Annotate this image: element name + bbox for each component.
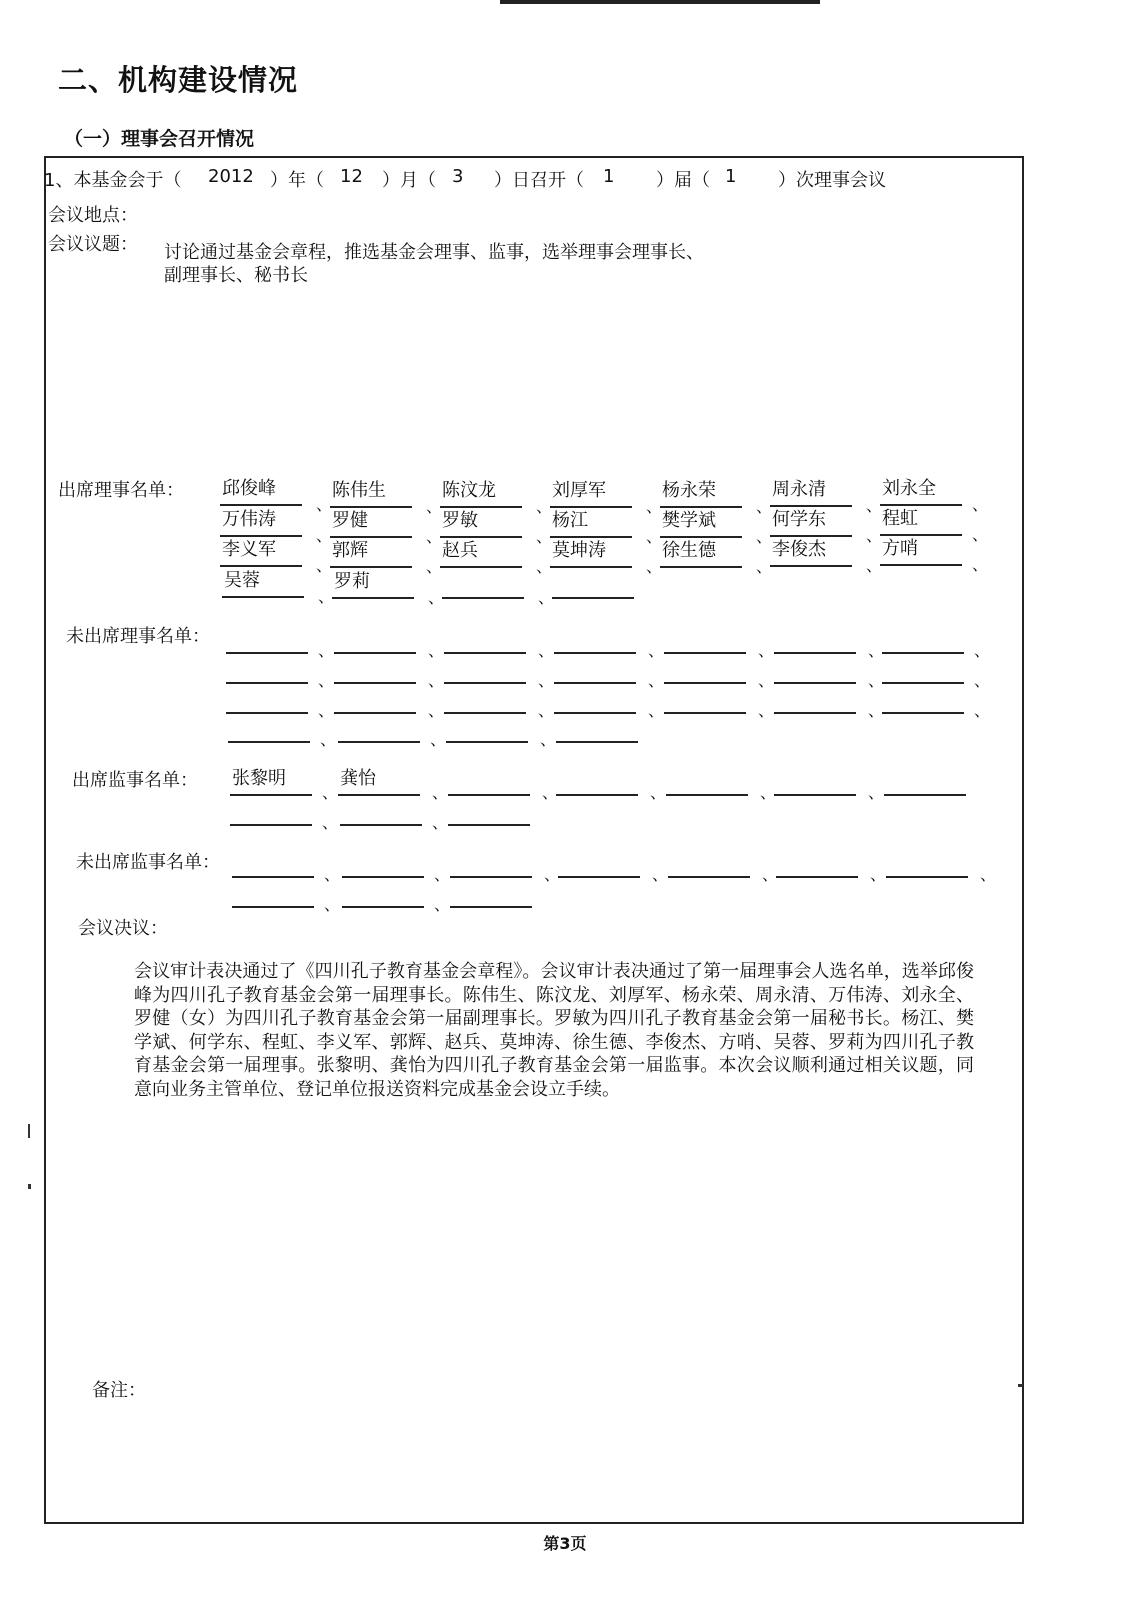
name-separator: 、: [542, 783, 559, 802]
name-separator: 、: [646, 557, 663, 576]
scan-speck: [28, 1184, 31, 1189]
blank-name-line: [664, 684, 746, 714]
resolution-text: 会议审计表决通过了《四川孔子教育基金会章程》。会议审计表决通过了第一届理事会人选名单，选举邱俊峰为四川孔子教育基金会第一届理事长。陈伟生、陈汶龙、刘厚军、杨永荣、周永清、万伟涛、刘永全、罗健（女）为四川孔子教育基金会第一届副理事长。罗敏为四川孔子教育基金会第一届秘书长。杨江、樊学斌、何学东、程虹、李义军、郭辉、赵兵、莫坤涛、徐生德、李俊杰、方哨、吴蓉、罗莉为四川孔子教育基金会第一届理事。张黎明、龚怡为四川孔子教育基金会第一届监事。本次会议顺利通过相关议题，同意向业务主管单位、登记单位报送资料完成基金会设立手续。: [134, 961, 974, 1100]
name-separator: 、: [866, 556, 883, 575]
name-separator: 、: [538, 641, 555, 660]
name-separator: 、: [318, 701, 335, 720]
topic-label: 会议议题：: [48, 234, 138, 255]
name-separator: 、: [866, 496, 883, 515]
subsection-title: （一）理事会召开情况: [64, 128, 255, 150]
director-name: 杨永荣: [660, 478, 742, 508]
blank-name-line: [450, 878, 532, 908]
director-name: 陈伟生: [330, 478, 412, 508]
meeting-session-suffix: ）届（: [656, 170, 710, 191]
name-separator: 、: [316, 526, 333, 545]
resolution-label: 会议决议：: [78, 918, 168, 939]
blank-name-line: [774, 684, 856, 714]
name-separator: 、: [430, 730, 447, 749]
name-separator: 、: [538, 588, 555, 607]
attending-supervisors-label: 出席监事名单：: [72, 770, 198, 791]
name-separator: 、: [756, 527, 773, 546]
name-separator: 、: [870, 865, 887, 884]
blank-name-line: [338, 713, 420, 743]
director-name: 樊学斌: [660, 508, 742, 538]
scan-speck: [1018, 1384, 1023, 1387]
director-name: 李俊杰: [770, 537, 852, 567]
name-separator: 、: [432, 813, 449, 832]
name-separator: 、: [318, 641, 335, 660]
blank-name-line: [232, 878, 314, 908]
blank-name-line: [886, 848, 968, 878]
name-separator: 、: [646, 527, 663, 546]
name-separator: 、: [652, 865, 669, 884]
director-name: 刘厚军: [550, 478, 632, 508]
remarks-label: 备注：: [92, 1380, 146, 1401]
blank-name-line: [882, 654, 964, 684]
director-name: 郭辉: [330, 538, 412, 568]
blank-name-line: [554, 654, 636, 684]
blank-name-line: [226, 684, 308, 714]
name-separator: 、: [536, 557, 553, 576]
director-name: 莫坤涛: [550, 538, 632, 568]
name-separator: 、: [758, 671, 775, 690]
meeting-count: 1: [725, 166, 737, 187]
director-name: 李义军: [220, 537, 302, 567]
attending-directors-label: 出席理事名单：: [58, 480, 184, 501]
section-title: 二、机构建设情况: [58, 63, 299, 97]
name-separator: 、: [648, 671, 665, 690]
name-separator: 、: [648, 701, 665, 720]
director-name: [552, 569, 634, 599]
director-name: 吴蓉: [222, 568, 304, 598]
name-separator: 、: [648, 641, 665, 660]
meeting-year: 2012: [208, 166, 254, 187]
director-name: 万伟涛: [220, 507, 302, 537]
name-separator: 、: [974, 641, 991, 660]
name-separator: 、: [324, 895, 341, 914]
blank-name-line: [774, 654, 856, 684]
director-name: 陈汶龙: [440, 478, 522, 508]
name-separator: 、: [540, 730, 557, 749]
page-number: 第3页: [543, 1534, 587, 1553]
name-separator: 、: [322, 783, 339, 802]
blank-name-line: [776, 848, 858, 878]
name-separator: 、: [538, 671, 555, 690]
name-separator: 、: [974, 701, 991, 720]
meeting-month-suffix: ）月（: [382, 170, 436, 191]
scan-edge-mark: [500, 0, 820, 4]
blank-name-line: [342, 878, 424, 908]
meeting-count-suffix: ）次理事会议: [778, 170, 886, 191]
name-separator: 、: [972, 555, 989, 574]
blank-name-line: [334, 624, 416, 654]
director-name: 何学东: [770, 507, 852, 537]
blank-name-line: [334, 684, 416, 714]
supervisor-name: 龚怡: [338, 766, 420, 796]
name-separator: 、: [538, 701, 555, 720]
name-separator: 、: [316, 495, 333, 514]
blank-name-line: [446, 713, 528, 743]
name-separator: 、: [980, 865, 997, 884]
name-separator: 、: [432, 783, 449, 802]
name-separator: 、: [434, 895, 451, 914]
blank-name-line: [340, 796, 422, 826]
blank-name-line: [448, 796, 530, 826]
name-separator: 、: [760, 783, 777, 802]
form-frame: [44, 156, 1024, 1524]
name-separator: 、: [428, 588, 445, 607]
blank-name-line: [444, 624, 526, 654]
blank-name-line: [556, 766, 638, 796]
name-separator: 、: [536, 497, 553, 516]
blank-name-line: [882, 624, 964, 654]
blank-name-line: [884, 766, 966, 796]
topic-line-1: 讨论通过基金会章程，推选基金会理事、监事，选举理事会理事长、: [164, 242, 704, 263]
scan-speck: [28, 1124, 30, 1138]
blank-name-line: [230, 796, 312, 826]
name-separator: 、: [762, 865, 779, 884]
name-separator: 、: [428, 671, 445, 690]
director-name: 程虹: [880, 506, 962, 536]
director-name: 方哨: [880, 536, 962, 566]
name-separator: 、: [972, 495, 989, 514]
name-separator: 、: [324, 865, 341, 884]
blank-name-line: [774, 624, 856, 654]
director-name: 刘永全: [880, 476, 962, 506]
name-separator: 、: [544, 865, 561, 884]
blank-name-line: [664, 624, 746, 654]
name-separator: 、: [868, 641, 885, 660]
director-name: 杨江: [550, 508, 632, 538]
supervisor-name: 张黎明: [230, 766, 312, 796]
name-separator: 、: [646, 497, 663, 516]
blank-name-line: [444, 654, 526, 684]
meeting-day: 3: [452, 166, 464, 187]
meeting-session: 1: [603, 166, 615, 187]
name-separator: 、: [434, 865, 451, 884]
director-name: 周永清: [770, 477, 852, 507]
name-separator: 、: [758, 701, 775, 720]
director-name: 罗莉: [332, 569, 414, 599]
blank-name-line: [228, 713, 310, 743]
director-name: 罗敏: [440, 508, 522, 538]
blank-name-line: [448, 766, 530, 796]
director-name: 徐生德: [660, 538, 742, 568]
name-separator: 、: [868, 783, 885, 802]
blank-name-line: [232, 848, 314, 878]
blank-name-line: [554, 684, 636, 714]
blank-name-line: [664, 654, 746, 684]
name-separator: 、: [320, 730, 337, 749]
name-separator: 、: [972, 525, 989, 544]
blank-name-line: [450, 848, 532, 878]
name-separator: 、: [318, 587, 335, 606]
name-separator: 、: [866, 526, 883, 545]
blank-name-line: [774, 766, 856, 796]
blank-name-line: [226, 624, 308, 654]
blank-name-line: [444, 684, 526, 714]
name-separator: 、: [322, 813, 339, 832]
name-separator: 、: [426, 557, 443, 576]
blank-name-line: [342, 848, 424, 878]
name-separator: 、: [974, 671, 991, 690]
blank-name-line: [882, 684, 964, 714]
name-separator: 、: [428, 701, 445, 720]
meeting-day-suffix: ）日召开（: [494, 170, 584, 191]
meeting-prefix: 1、本基金会于（: [44, 170, 182, 191]
topic-line-2: 副理事长、秘书长: [164, 265, 308, 286]
meeting-month: 12: [340, 166, 363, 187]
blank-name-line: [558, 848, 640, 878]
blank-name-line: [556, 713, 638, 743]
blank-name-line: [668, 848, 750, 878]
name-separator: 、: [868, 671, 885, 690]
name-separator: 、: [756, 557, 773, 576]
name-separator: 、: [650, 783, 667, 802]
absent-directors-label: 未出席理事名单：: [66, 626, 210, 647]
director-name: 罗健: [330, 508, 412, 538]
name-separator: 、: [426, 497, 443, 516]
name-separator: 、: [316, 556, 333, 575]
name-separator: 、: [428, 641, 445, 660]
meeting-year-suffix: ）年（: [270, 170, 324, 191]
blank-name-line: [226, 654, 308, 684]
blank-name-line: [334, 654, 416, 684]
location-label: 会议地点：: [48, 205, 138, 226]
name-separator: 、: [758, 641, 775, 660]
director-name: [442, 569, 524, 599]
blank-name-line: [666, 766, 748, 796]
name-separator: 、: [536, 527, 553, 546]
name-separator: 、: [426, 527, 443, 546]
director-name: 邱俊峰: [220, 476, 302, 506]
blank-name-line: [554, 624, 636, 654]
name-separator: 、: [868, 701, 885, 720]
director-name: 赵兵: [440, 538, 522, 568]
absent-supervisors-label: 未出席监事名单：: [76, 852, 220, 873]
name-separator: 、: [318, 671, 335, 690]
name-separator: 、: [756, 497, 773, 516]
